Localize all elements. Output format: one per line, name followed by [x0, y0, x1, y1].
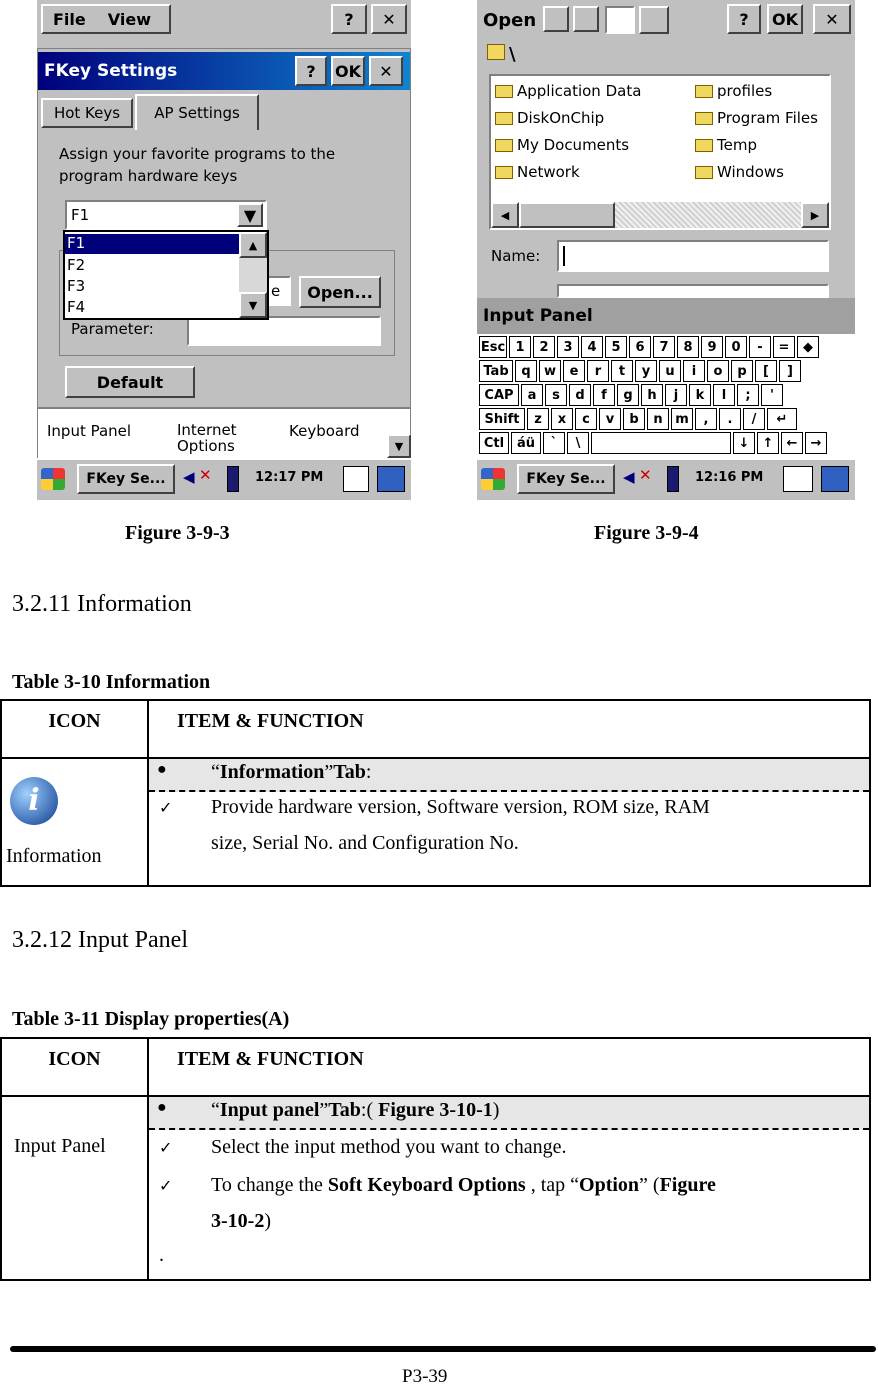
description-line-2: size, Serial No. and Configuration No. — [211, 832, 519, 854]
key[interactable]: t — [611, 360, 633, 382]
arrow-left-icon[interactable]: ◀ — [623, 468, 635, 486]
screenshot-open-dialog — [477, 0, 855, 500]
folder-icon — [695, 85, 713, 98]
clock[interactable]: 12:17 PM — [255, 470, 324, 485]
network-icon[interactable]: ✕ — [199, 466, 212, 484]
key[interactable]: q — [515, 360, 537, 382]
section-heading-information: 3.2.11 Information — [12, 591, 192, 617]
page-number: P3-39 — [402, 1366, 448, 1387]
key[interactable]: Esc — [479, 336, 507, 358]
keyboard-icon[interactable] — [783, 466, 813, 492]
folder-icon — [695, 112, 713, 125]
key[interactable]: b — [623, 408, 645, 430]
close-button[interactable]: ✕ — [813, 4, 851, 34]
key[interactable]: u — [659, 360, 681, 382]
item-2-line-1: To change the Soft Keyboard Options , tap “Option” (Figure — [211, 1174, 716, 1196]
taskbar — [37, 458, 411, 500]
sip-scroll-icon[interactable]: ▼ — [387, 434, 411, 458]
key[interactable]: ' — [761, 384, 783, 406]
sip-item-input-panel[interactable]: Input Panel — [47, 422, 132, 440]
trailing-period: . — [159, 1244, 164, 1266]
sip-item-internet-options[interactable]: Internet Options — [177, 421, 237, 455]
input-panel-label: Input Panel — [14, 1135, 106, 1157]
key[interactable]: ` — [543, 432, 565, 454]
key[interactable]: w — [539, 360, 561, 382]
list-item[interactable]: profiles — [695, 82, 772, 100]
ok-button[interactable]: OK — [767, 4, 803, 34]
key[interactable]: c — [575, 408, 597, 430]
function-cell — [148, 758, 870, 886]
key[interactable]: áü — [511, 432, 541, 454]
bullet-icon: ● — [157, 761, 167, 778]
key[interactable]: 7 — [653, 336, 675, 358]
list-item[interactable]: F3 — [67, 277, 86, 295]
start-icon[interactable] — [481, 468, 505, 490]
check-icon: ✓ — [159, 1140, 173, 1157]
key[interactable]: / — [743, 408, 765, 430]
key[interactable]: Ctl — [479, 432, 509, 454]
tab-ap-settings[interactable]: AP Settings — [135, 94, 259, 130]
default-button[interactable]: Default — [65, 366, 195, 398]
folder-icon — [495, 139, 513, 152]
item-1: Select the input method you want to change. — [211, 1136, 567, 1158]
list-item[interactable]: Program Files — [695, 109, 818, 127]
dialog-ok-button[interactable]: OK — [331, 56, 365, 86]
key[interactable]: . — [719, 408, 741, 430]
path-label: \ — [487, 44, 516, 65]
list-item[interactable]: Temp — [695, 136, 757, 154]
key[interactable]: 3 — [557, 336, 579, 358]
name-label: Name: — [491, 247, 541, 265]
dialog-close-button[interactable]: ✕ — [369, 56, 403, 86]
close-button[interactable]: ✕ — [371, 4, 407, 34]
soft-keyboard — [477, 334, 855, 460]
program-field[interactable]: e — [227, 276, 291, 306]
horizontal-scrollbar[interactable] — [491, 202, 829, 228]
key[interactable]: ; — [737, 384, 759, 406]
parameter-label: Parameter: — [71, 320, 154, 338]
key[interactable]: [ — [755, 360, 777, 382]
key[interactable]: 0 — [725, 336, 747, 358]
key[interactable]: h — [641, 384, 663, 406]
list-item[interactable]: DiskOnChip — [495, 109, 604, 127]
arrow-left-icon[interactable]: ◀ — [183, 468, 195, 486]
key[interactable]: Shift — [479, 408, 525, 430]
key[interactable]: f — [593, 384, 615, 406]
folder-icon — [695, 166, 713, 179]
key[interactable]: 4 — [581, 336, 603, 358]
description-line-1: Provide hardware version, Software version, ROM size, RAM — [211, 796, 710, 818]
taskbar — [477, 458, 855, 500]
col-header-item: ITEM & FUNCTION — [148, 700, 870, 758]
key[interactable]: o — [707, 360, 729, 382]
table-caption-display-properties: Table 3-11 Display properties(A) — [12, 1008, 290, 1030]
figure-caption-right: Figure 3-9-4 — [594, 522, 699, 544]
key[interactable]: g — [617, 384, 639, 406]
scroll-down-icon[interactable]: ▼ — [239, 292, 267, 318]
key[interactable]: 6 — [629, 336, 651, 358]
key-dropdown-list[interactable] — [63, 230, 269, 320]
list-item[interactable]: Windows — [695, 163, 784, 181]
sip-item-keyboard[interactable]: Keyboard — [289, 422, 360, 440]
scroll-thumb[interactable] — [519, 202, 615, 228]
arrow-up-icon[interactable]: ↑ — [757, 432, 779, 454]
folder-list[interactable] — [489, 74, 831, 230]
key-select-combo[interactable]: F1 ▼ — [65, 200, 267, 230]
list-item[interactable]: F1 — [67, 234, 86, 252]
start-icon[interactable] — [41, 468, 65, 490]
key[interactable]: e — [563, 360, 585, 382]
instruction-line-2: program hardware keys — [59, 167, 238, 185]
chevron-down-icon[interactable]: ▼ — [237, 203, 263, 227]
drive-icon — [495, 112, 513, 125]
bullet-icon: ● — [157, 1099, 167, 1116]
key[interactable]: j — [665, 384, 687, 406]
function-cell — [148, 1096, 870, 1280]
footer-rule — [10, 1346, 876, 1352]
input-panel-title: Input Panel — [477, 298, 855, 334]
key[interactable]: 5 — [605, 336, 627, 358]
key[interactable]: CAP — [479, 384, 519, 406]
desktop-icon[interactable] — [821, 466, 849, 492]
up-folder-icon[interactable] — [543, 6, 569, 32]
network-icon[interactable]: ✕ — [639, 466, 652, 484]
key[interactable]: m — [671, 408, 693, 430]
task-button-fkey[interactable]: FKey Se... — [517, 464, 615, 494]
help-button[interactable]: ? — [727, 4, 761, 34]
key[interactable]: \ — [567, 432, 589, 454]
key[interactable]: z — [527, 408, 549, 430]
dialog-help-button[interactable]: ? — [295, 56, 327, 86]
tab-hot-keys[interactable]: Hot Keys — [41, 98, 133, 128]
open-button[interactable]: Open... — [299, 276, 381, 308]
new-folder-icon[interactable] — [573, 6, 599, 32]
list-view-icon[interactable] — [605, 6, 635, 34]
item-2-line-2: 3-10-2) — [211, 1210, 271, 1232]
arrow-right-icon[interactable]: → — [805, 432, 827, 454]
list-item[interactable]: F2 — [67, 256, 86, 274]
list-item[interactable]: Application Data — [495, 82, 641, 100]
scrollbar[interactable] — [239, 232, 267, 318]
battery-icon[interactable] — [667, 466, 679, 492]
key[interactable]: ] — [779, 360, 801, 382]
enter-icon[interactable]: ↵ — [767, 408, 797, 430]
parameter-input[interactable] — [187, 316, 381, 346]
information-table — [0, 699, 871, 887]
key[interactable]: p — [731, 360, 753, 382]
key[interactable]: y — [635, 360, 657, 382]
col-header-item: ITEM & FUNCTION — [148, 1038, 870, 1096]
arrow-left-icon[interactable]: ← — [781, 432, 803, 454]
key[interactable]: - — [749, 336, 771, 358]
key[interactable]: 2 — [533, 336, 555, 358]
icon-cell — [1, 1096, 148, 1280]
scroll-left-icon[interactable]: ◀ — [491, 202, 519, 228]
key[interactable]: k — [689, 384, 711, 406]
check-icon: ✓ — [159, 800, 173, 817]
key[interactable]: d — [569, 384, 591, 406]
desktop-icon[interactable] — [377, 466, 405, 492]
name-input[interactable] — [557, 240, 829, 272]
key[interactable]: r — [587, 360, 609, 382]
help-button[interactable]: ? — [331, 4, 367, 34]
col-header-icon: ICON — [1, 1038, 148, 1096]
key[interactable]: 9 — [701, 336, 723, 358]
type-select[interactable] — [557, 284, 829, 298]
key[interactable]: s — [545, 384, 567, 406]
icon-cell: i Information — [1, 758, 148, 886]
key[interactable]: = — [773, 336, 795, 358]
instruction-line-1: Assign your favorite programs to the — [59, 145, 336, 163]
details-view-icon[interactable] — [639, 6, 669, 34]
space-key[interactable] — [591, 432, 731, 454]
tab-title: “Information”Tab: — [211, 761, 372, 783]
key[interactable]: 8 — [677, 336, 699, 358]
check-icon: ✓ — [159, 1178, 173, 1195]
information-icon: i — [10, 777, 58, 825]
key[interactable]: Tab — [479, 360, 513, 382]
backspace-icon[interactable]: ◆ — [797, 336, 819, 358]
list-item[interactable]: F4 — [67, 298, 86, 316]
scroll-up-icon[interactable]: ▲ — [239, 232, 267, 258]
tab-title: “Input panel”Tab:( Figure 3-10-1) — [211, 1099, 500, 1121]
key[interactable]: , — [695, 408, 717, 430]
battery-icon[interactable] — [227, 466, 239, 492]
list-item[interactable]: Network — [495, 163, 580, 181]
key[interactable]: a — [521, 384, 543, 406]
input-method-icon[interactable] — [343, 466, 369, 492]
arrow-down-icon[interactable]: ↓ — [733, 432, 755, 454]
key[interactable]: x — [551, 408, 573, 430]
key[interactable]: v — [599, 408, 621, 430]
dialog-title: FKey Settings — [38, 52, 410, 90]
search-icon — [487, 44, 505, 60]
network-folder-icon — [495, 166, 513, 179]
section-heading-input-panel: 3.2.12 Input Panel — [12, 927, 188, 953]
col-header-icon: ICON — [1, 700, 148, 758]
scroll-right-icon[interactable]: ▶ — [801, 202, 829, 228]
folder-icon — [495, 85, 513, 98]
folder-icon — [695, 139, 713, 152]
clock[interactable]: 12:16 PM — [695, 470, 764, 485]
figure-caption-left: Figure 3-9-3 — [125, 522, 230, 544]
key[interactable]: n — [647, 408, 669, 430]
input-panel-table — [0, 1037, 871, 1281]
table-caption-information: Table 3-10 Information — [12, 671, 211, 693]
key[interactable]: 1 — [509, 336, 531, 358]
key[interactable]: i — [683, 360, 705, 382]
menu-file[interactable]: File View — [41, 4, 171, 34]
screenshot-fkey-settings — [37, 0, 411, 500]
open-label: Open — [483, 10, 537, 31]
list-item[interactable]: My Documents — [495, 136, 629, 154]
key[interactable]: l — [713, 384, 735, 406]
task-button-fkey[interactable]: FKey Se... — [77, 464, 175, 494]
